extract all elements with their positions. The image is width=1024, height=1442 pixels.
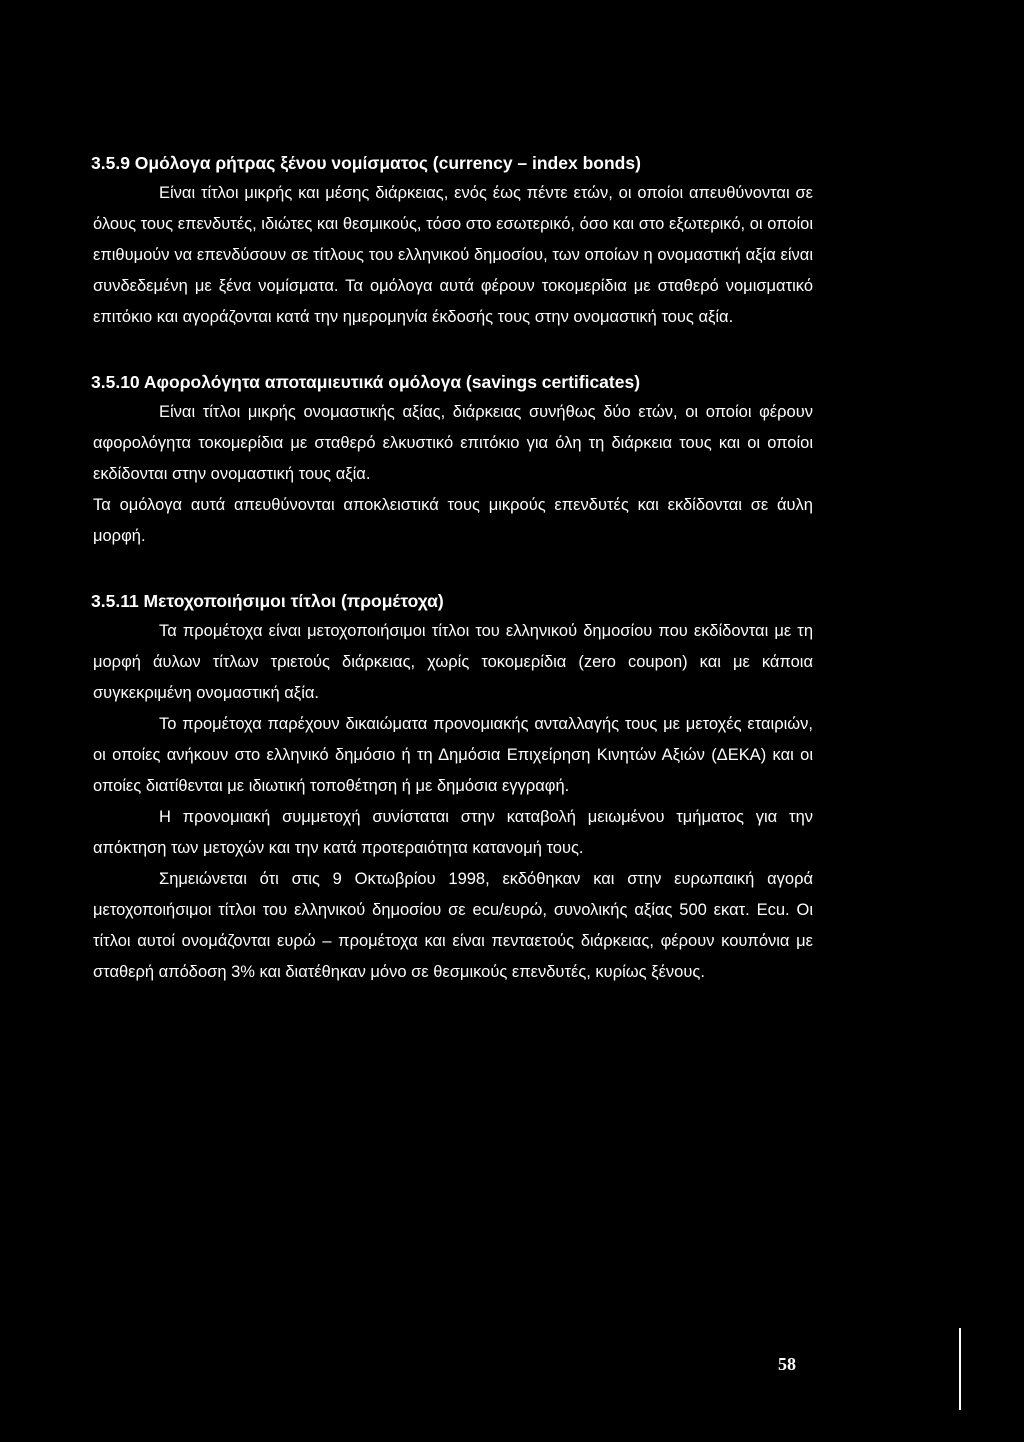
paragraph: Είναι τίτλοι μικρής και μέσης διάρκειας, ενός έως πέντε ετών, οι οποίοι απευθύνονται σε όλους τους επενδυτές, ιδιώτες και θεσμικούς, τόσο στο εσωτερικό, όσο και στο εξωτερικό, οι οποίοι επιθυμούν να επενδύσουν σε τίτλους του ελληνικού δημοσίου, των οποίων η ονομαστική αξία είναι συνδεδεμένη με ξένα νομίσματα. Τα ομόλογα αυτά φέρουν τοκομερίδια με σταθερό νομισματικό επιτόκιο και αγοράζονται κατά την ημερομηνία έκδοσής τους στην ονομαστική τους αξία. — [93, 184, 813, 326]
section-heading: 3.5.10 Αφορολόγητα αποταμιευτικά ομόλογα (savings certificates) — [91, 372, 641, 392]
section-heading: 3.5.9 Ομόλογα ρήτρας ξένου νομίσματος (currency – index bonds) — [91, 153, 641, 173]
paragraph: Τα ομόλογα αυτά απευθύνονται αποκλειστικά τους μικρούς επενδυτές και εκδίδονται σε άυλη μορφή. — [93, 496, 813, 545]
page-number: 58 — [778, 1354, 796, 1374]
section-3-5-9 — [93, 150, 813, 333]
margin-rule — [959, 1328, 961, 1410]
paragraph: Τα προμέτοχα είναι μετοχοποιήσιμοι τίτλοι του ελληνικού δημοσίου που εκδίδονται με τη μορφή άυλων τίτλων τριετούς διάρκειας, χωρίς τοκομερίδια (zero coupon) και με κάποια συγκεκριμένη ονομαστική αξία. — [93, 622, 813, 702]
section-3-5-11 — [93, 588, 813, 988]
section-heading: 3.5.11 Μετοχοποιήσιμοι τίτλοι (προμέτοχα) — [91, 591, 444, 611]
paragraph: Το προμέτοχα παρέχουν δικαιώματα προνομιακής ανταλλαγής τους με μετοχές εταιριών, οι οποίες ανήκουν στο ελληνικό δημόσιο ή τη Δημόσια Επιχείρηση Κινητών Αξιών (ΔΕΚΑ) και οι οποίες διατίθενται με ιδιωτική τοποθέτηση ή με δημόσια εγγραφή. — [93, 715, 813, 795]
section-3-5-10 — [93, 369, 813, 552]
paragraph: Η προνομιακή συμμετοχή συνίσταται στην καταβολή μειωμένου τμήματος για την απόκτηση των μετοχών και την κατά προτεραιότητα κατανομή τους. — [93, 808, 813, 857]
section-spacer — [93, 333, 813, 369]
section-spacer — [93, 552, 813, 588]
paragraph: Είναι τίτλοι μικρής ονομαστικής αξίας, διάρκειας συνήθως δύο ετών, οι οποίοι φέρουν αφορολόγητα τοκομερίδια με σταθερό ελκυστικό επιτόκιο για όλη τη διάρκεια τους και οι οποίοι εκδίδονται στην ονομαστική τους αξία. — [93, 403, 813, 483]
document-page — [93, 150, 813, 988]
paragraph: Σημειώνεται ότι στις 9 Οκτωβρίου 1998, εκδόθηκαν και στην ευρωπαική αγορά μετοχοποιήσιμοι τίτλοι του ελληνικού δημοσίου σε ecu/ευρώ, συνολικής αξίας 500 εκατ. Ecu. Οι τίτλοι αυτοί ονομάζονται ευρώ – προμέτοχα και είναι πενταετούς διάρκειας, φέρουν κουπόνια με σταθερή απόδοση 3% και διατέθηκαν μόνο σε θεσμικούς επενδυτές, κυρίως ξένους. — [93, 870, 813, 981]
